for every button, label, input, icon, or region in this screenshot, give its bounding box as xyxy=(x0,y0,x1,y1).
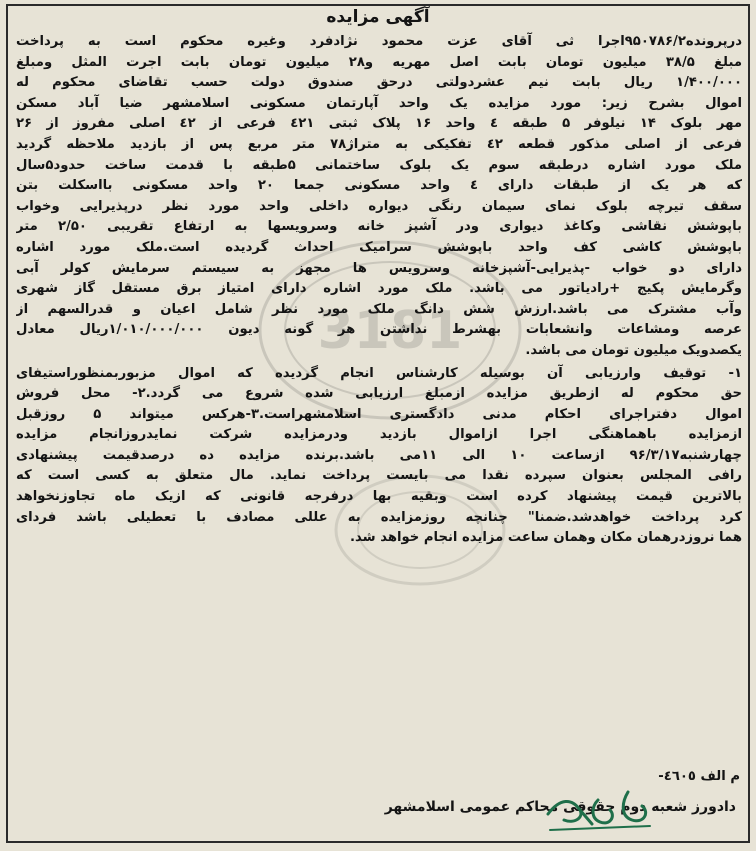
text-line: ملک مورد اشاره درطبقه سوم یک بلوک ساختمانی ۵طبقه با قدمت ساخت حدود۵سال xyxy=(16,157,742,173)
notice-title: آگهی مزایده xyxy=(326,7,430,27)
handwritten-number xyxy=(540,780,660,836)
text-line: یکصدویک میلیون تومان می باشد. xyxy=(525,342,742,358)
issuer-signature: دادورز شعبه دوم حقوقی محاکم عمومی اسلامشهر xyxy=(384,799,736,815)
text-line: اموال بشرح زیر: مورد مزایده یک واحد آپارتمان مسکونی اسلامشهر ضیا آباد مسکن xyxy=(16,95,742,111)
text-line: عرصه ومشاعات وانشعابات بهشرط نداشتن هر گونه دیون ۱/۰۱۰/۰۰۰/۰۰۰ریال معادل xyxy=(16,322,742,338)
text-line: فرعی از اصلی مذکور قطعه ٤۲ تفکیکی به متراژ۷۸ متر مربع پس از بازدید ملاحظه گردید xyxy=(16,136,742,152)
text-line: ۱/۴۰۰/۰۰۰ ریال بابت نیم عشردولتی درحق صندوق دولت حسب تقاضای محکوم له xyxy=(16,75,742,91)
text-line: باپوشش نقاشی وکاغذ دیواری ودر آشپز خانه وسرویسها به ارتفاع تقریبی ۲/۵۰ متر xyxy=(16,219,742,235)
text-line: چهارشنبه۹۶/۳/۱۷ ازساعت ۱۰ الی ۱۱می باشد.برنده مزایده ده درصدقیمت پیشنهادی xyxy=(16,447,742,463)
text-line: درپرونده۹۵۰۷۸۶/۲اجرا ثی آقای عزت محمود نژادفرد وغیره محکوم است به پرداخت xyxy=(16,34,742,49)
watermark-number: 3181 xyxy=(317,301,463,361)
text-line: حق محکوم له ازطریق مزایده ازمبلغ ارزیابی شده شروع می گردد.۲- محل فروش xyxy=(16,386,742,402)
text-line: باپوشش کاشی کف واحد باپوشش سرامیک احداث گردیده است.ملک مورد اشاره xyxy=(16,239,742,255)
notice-body xyxy=(16,32,742,549)
text-line: کرد پرداخت خواهدشد.ضمنا" چنانچه روزمزایده به عللی مصادف با تعطیلی باشد فردای xyxy=(16,509,742,525)
text-line: مبلغ ۳۸/۵ میلیون تومان بابت اصل مهریه و۲۸ میلیون تومان بابت اجرت المثل ومبلغ xyxy=(16,54,742,70)
paragraph-auction-terms xyxy=(16,364,742,549)
text-line: هما نروزدرهمان مکان وهمان ساعت مزایده انجام خواهد شد. xyxy=(350,530,742,546)
text-line: که هر یک از طبقات دارای ٤ واحد مسکونی جمعا ۲۰ واحد مسکونی بااسکلت بتن xyxy=(16,178,742,194)
text-line: ۱- توقیف وارزیابی آن بوسیله کارشناس انجام گردیده که اموال مزبوربمنظوراستیفای xyxy=(16,365,742,381)
reference-number: م الف ٤٦٠٥- xyxy=(658,769,740,784)
text-line: اموال دفتراجرای احکام مدنی دادگستری اسلامشهراست.۳-هرکس میتواند ۵ روزقبل xyxy=(16,406,742,422)
text-line: سقف تیرچه بلوک نمای سیمان رنگی دیواره داخلی واحد مورد نظر درپذیرایی وخواب xyxy=(16,198,742,214)
text-line: مهر بلوک ۱۴ نیلوفر ۵ طبقه ٤ واحد ۱۶ پلاک ثبتی ٤۲۱ فرعی از ٤۲ اصلی مفروز از ۲۶ xyxy=(16,116,742,132)
text-line: وآب مشترک می باشد.ارزش شش دانگ ملک مورد نظر شامل اعیان و قدرالسهم از xyxy=(16,301,742,317)
text-line: دارای دو خواب -پذیرایی-آشپزخانه وسرویس ها مجهز به سیستم سرمایش کولر آبی xyxy=(16,260,742,276)
text-line: بالاترین قیمت پیشنهاد کرده است وبقیه بها درفرجه قانونی که ازیک ماه تجاوزنخواهد xyxy=(16,489,742,505)
text-line: ازمزایده باهماهنگی اجرا ازاموال بازدید ودرمزایده شرکت نمایدروزانجام مزایده xyxy=(16,427,742,443)
text-line: رافی المجلس بعنوان سپرده نقدا می بایست پرداخت نماید. مال متعلق به کسی است که xyxy=(16,468,742,484)
text-line: وگرمایش پکیج +رادیاتور می باشد. ملک مورد اشاره دارای امتیاز برق مستقل گاز شهری xyxy=(16,281,742,297)
paragraph-case-details xyxy=(16,32,742,362)
